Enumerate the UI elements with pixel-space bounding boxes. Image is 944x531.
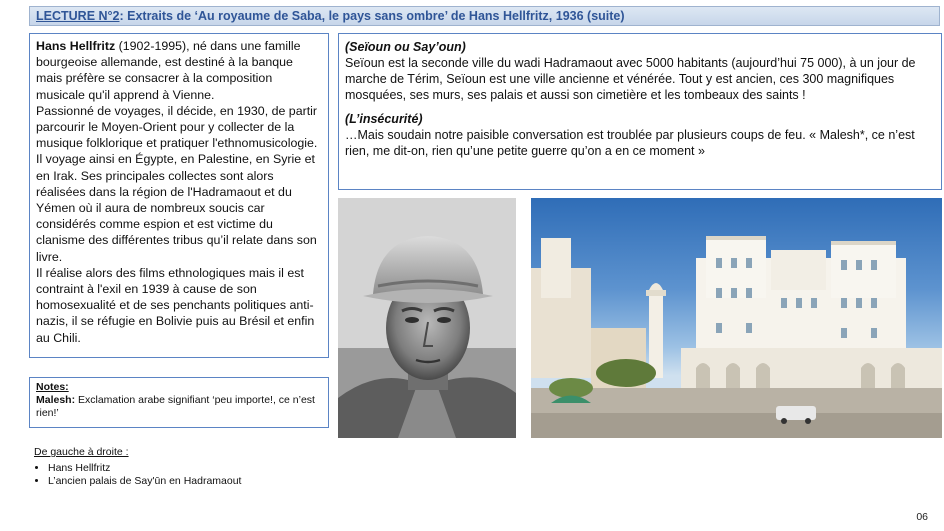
notes-box — [29, 377, 329, 428]
bio-paragraph-3: Il réalise alors des films ethnologiques mais il est contraint à l'exil en 1939 à cause de son homosexualité et de ses penchants politiques anti-nazis, il se réfugie en Bolivie puis au Brésil et enfin au Chili. — [36, 265, 315, 345]
palace-photo — [531, 198, 942, 438]
bio-paragraph-2: Passionné de voyages, il décide, en 1930, de partir parcourir le Moyen-Orient pour y collecter de la musique folklorique et pratiquer l'ethnomusicologie. Il voyage ainsi en Égypte, en Palestine, en Syrie et en Irak. Ses principales collectes sont alors réalisées dans la région de l'Hadramaout et du Yémen où il aura de nombreux soucis car considérés comme espion et est victime du clanisme des différentes tribus qu’il relate dans son livre. — [36, 103, 318, 264]
bio-name: Hans Hellfritz — [36, 39, 116, 53]
notes-entry — [36, 394, 322, 420]
caption-palace: • L’ancien palais de Say'ūn en Hadramaout — [48, 475, 324, 489]
bio-paragraph-1 — [36, 38, 322, 103]
excerpt-text-seioun: Seïoun est la seconde ville du wadi Hadramaout avec 5000 habitants (aujourd’hui 75 000), à un jour de marche de Térim, Seïoun est une ville ancienne et vénérée. Tout y est ancien, ces 300 magnifiques mosquées, ses murs, ses palais et aussi son cimetière et les tombeaux des saints ! — [345, 56, 916, 102]
caption-portrait: • Hans Hellfritz — [48, 462, 324, 476]
biography-box — [29, 33, 329, 358]
captions-list — [34, 462, 324, 489]
page-title — [29, 6, 940, 26]
portrait-illustration — [338, 198, 516, 438]
palace-illustration — [531, 198, 942, 438]
excerpt-heading-seioun: (Seïoun ou Say’oun) — [345, 40, 466, 54]
bio-text-1: (1902-1995), né dans une famille bourgeoise allemande, est destiné à la banque mais préfère se consacrer à la composition musicale qu'il apprend à Vienne. — [36, 39, 301, 102]
title-text: : Extraits de ‘Au royaume de Saba, le pays sans ombre’ de Hans Hellfritz, 1936 (suite) — [119, 9, 625, 23]
excerpt-heading-insecurite: (L’insécurité) — [345, 112, 423, 126]
notes-term: Malesh: — [36, 394, 76, 406]
excerpt-box — [338, 33, 942, 190]
excerpt-text-insecurite: …Mais soudain notre paisible conversation est troublée par plusieurs coups de feu. « Malesh*, ce n’est rien, me dit-on, rien qu’une petite guerre qu’on a en ce moment » — [345, 128, 915, 158]
captions-heading: De gauche à droite : — [34, 446, 129, 458]
page-number: 06 — [916, 511, 928, 523]
notes-definition: Exclamation arabe signifiant ‘peu importe!, ce n’est rien!’ — [36, 394, 315, 419]
notes-heading: Notes: — [36, 381, 69, 393]
portrait-photo — [338, 198, 516, 438]
image-captions — [34, 446, 324, 489]
title-lecture-number: LECTURE N°2 — [36, 9, 120, 23]
